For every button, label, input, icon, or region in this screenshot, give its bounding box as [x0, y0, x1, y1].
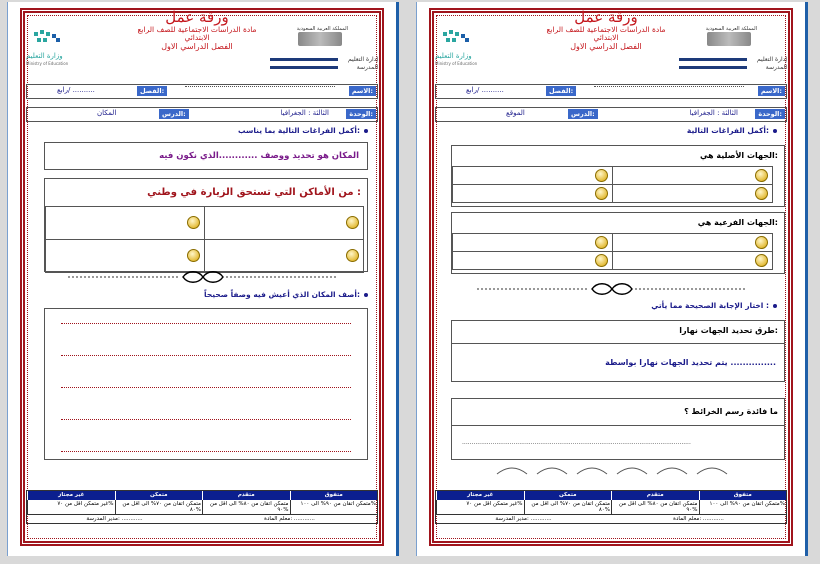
maps-answer-line[interactable]: ........................................................................................................................ [462, 439, 691, 446]
student-info-bar [26, 84, 378, 99]
writing-line[interactable] [61, 443, 351, 452]
rubric-criteria [27, 500, 377, 515]
school-label: المدرسة [356, 64, 378, 71]
kingdom-name: المملكة العربية السعودية [296, 26, 348, 32]
writing-line[interactable] [61, 411, 351, 420]
methods-sentence[interactable]: يتم تحديد الجهات نهارا بواسطة ............... [605, 358, 776, 367]
lesson-info-bar [26, 107, 378, 122]
describe-box[interactable] [44, 308, 368, 460]
ministry-name-en: Ministry of Education [26, 61, 69, 66]
semester-line: الفصل الدراسي الاول [161, 41, 233, 51]
option-circle-icon[interactable] [595, 169, 608, 182]
title-block [525, 10, 687, 51]
ornament-divider-icon [477, 282, 747, 296]
question-1: أكمل الفراغات التالية بما يناسب: [238, 126, 368, 135]
lesson-value: المكان [97, 109, 117, 117]
lesson-label: الدرس: [568, 109, 598, 119]
edu-admin-label: إدارة التعليم [348, 56, 378, 63]
places-question: من الأماكن التي تستحق الزيارة في وطني : [147, 187, 361, 198]
bottom-ornament-icon [477, 464, 747, 478]
signatures [436, 515, 786, 523]
fill-blank-box[interactable] [44, 142, 368, 170]
level-label: متفوق [290, 491, 378, 500]
methods-box [451, 320, 785, 382]
bullet-icon [773, 129, 777, 133]
maps-box [451, 398, 785, 460]
ministry-name-en: Ministry of Education [435, 61, 478, 66]
worksheet-title: ورقة عمل [574, 8, 638, 26]
name-input[interactable] [594, 86, 744, 87]
worksheet-header [26, 10, 378, 78]
option-circle-icon[interactable] [595, 187, 608, 200]
school-field[interactable] [270, 66, 338, 69]
option-circle-icon[interactable] [755, 187, 768, 200]
option-circle-icon[interactable] [595, 236, 608, 249]
answer-cell[interactable] [453, 234, 613, 252]
signatures [27, 515, 377, 523]
main-directions-grid [452, 166, 773, 203]
worksheet-title: ورقة عمل [165, 8, 229, 26]
answer-cell[interactable] [613, 234, 773, 252]
title-block [116, 10, 278, 51]
stage-line: الابتدائي [593, 32, 619, 42]
worksheet-header [435, 10, 787, 78]
ornament-divider-icon [68, 270, 338, 284]
kingdom-seal-icon [707, 32, 751, 46]
option-circle-icon[interactable] [187, 216, 200, 229]
principal-signature: مدير المدرسة: ............ [495, 516, 552, 522]
places-answer-grid [45, 206, 364, 273]
student-info-bar [435, 84, 787, 99]
option-circle-icon[interactable] [755, 169, 768, 182]
level-label: غير مجتاز [436, 491, 524, 500]
worksheet-page-right [416, 2, 808, 556]
subject-line: مادة الدراسات الاجتماعية للصف الرابع [546, 24, 666, 34]
kingdom-block [677, 26, 787, 76]
teacher-signature: معلم المادة: ............ [673, 516, 724, 522]
bullet-icon [364, 293, 368, 297]
unit-label: الوحدة: [346, 109, 376, 119]
criterion[interactable]: متمكن اتقان من ٩٠% الى ١٠٠% [290, 500, 378, 514]
answer-cell[interactable] [613, 252, 773, 270]
worksheet-page-left [7, 2, 399, 556]
rubric-table [26, 490, 378, 524]
option-circle-icon[interactable] [346, 249, 359, 262]
edu-admin-label: إدارة التعليم [757, 56, 787, 63]
answer-cell[interactable] [205, 240, 364, 273]
maps-question: ما فائدة رسم الخرائط ؟ [684, 407, 778, 416]
lesson-info-bar [435, 107, 787, 122]
answer-cell[interactable] [46, 207, 205, 240]
option-circle-icon[interactable] [187, 249, 200, 262]
grade-text: رابع/ .......... [466, 86, 504, 94]
stage-line: الابتدائي [184, 32, 210, 42]
ministry-name: وزارة التعليم [26, 52, 63, 60]
answer-cell[interactable] [453, 185, 613, 203]
rubric-header [27, 491, 377, 500]
semester-line: الفصل الدراسي الاول [570, 41, 642, 51]
criterion[interactable]: متمكن اتقان من ٧٠% الى اقل من ٨٠% [524, 500, 612, 514]
level-label: متقدم [611, 491, 699, 500]
principal-signature: مدير المدرسة: ............ [86, 516, 143, 522]
lesson-label: الدرس: [159, 109, 189, 119]
name-input[interactable] [185, 86, 335, 87]
level-label: متقدم [202, 491, 290, 500]
answer-cell[interactable] [205, 207, 364, 240]
question-2: اختار الإجابة الصحيحة مما يأتي : [651, 301, 777, 310]
name-label: الاسم: [349, 86, 376, 96]
writing-line[interactable] [61, 379, 351, 388]
level-label: متفوق [699, 491, 787, 500]
criterion[interactable]: متمكن اتقان من ٨٠% الى اقل من ٩٠% [611, 500, 699, 514]
unit-value: الثالثة : الجغرافيا [689, 109, 738, 117]
criterion[interactable]: متمكن اتقان من ٨٠% الى اقل من ٩٠% [202, 500, 290, 514]
sub-directions-label: الجهات الفرعية هي: [697, 218, 778, 227]
methods-question: طرق تحديد الجهات نهارا: [679, 326, 778, 335]
class-label: الفصل: [546, 86, 576, 96]
fill-blank-sentence: المكان هو تحديد ووصف ............الذي نكون فيه [159, 151, 359, 161]
teacher-signature: معلم المادة: ............ [264, 516, 315, 522]
school-label: المدرسة [765, 64, 787, 71]
writing-line[interactable] [61, 315, 351, 324]
edu-admin-field[interactable] [679, 58, 747, 61]
answer-cell[interactable] [46, 240, 205, 273]
kingdom-block [268, 26, 378, 76]
school-field[interactable] [679, 66, 747, 69]
edu-admin-field[interactable] [270, 58, 338, 61]
kingdom-name: المملكة العربية السعودية [705, 26, 757, 32]
criterion[interactable]: متمكن اتقان من ٩٠% الى ١٠٠% [699, 500, 787, 514]
bullet-icon [773, 304, 777, 308]
writing-line[interactable] [61, 347, 351, 356]
criterion[interactable]: متمكن اتقان من ٧٠% الى اقل من ٨٠% [115, 500, 203, 514]
answer-cell[interactable] [613, 167, 773, 185]
answer-cell[interactable] [453, 252, 613, 270]
bullet-icon [364, 129, 368, 133]
criterion[interactable]: غير متمكن اقل من ٧٠% [27, 500, 115, 514]
option-circle-icon[interactable] [346, 216, 359, 229]
grade-text: رابع/ .......... [57, 86, 95, 94]
rubric-header [436, 491, 786, 500]
class-label: الفصل: [137, 86, 167, 96]
name-label: الاسم: [758, 86, 785, 96]
answer-cell[interactable] [453, 167, 613, 185]
answer-cell[interactable] [613, 185, 773, 203]
criterion[interactable]: غير متمكن اقل من ٧٠% [436, 500, 524, 514]
option-circle-icon[interactable] [755, 236, 768, 249]
option-circle-icon[interactable] [755, 254, 768, 267]
kingdom-seal-icon [298, 32, 342, 46]
lesson-value: الموقع [506, 109, 525, 117]
question-3: أصف المكان الذي أعيش فيه وصفاً صحيحاً: [204, 290, 368, 299]
level-label: متمكن [115, 491, 203, 500]
rubric-table [435, 490, 787, 524]
level-label: متمكن [524, 491, 612, 500]
unit-label: الوحدة: [755, 109, 785, 119]
main-directions-label: الجهات الأصلية هي: [699, 151, 778, 160]
sub-directions-grid [452, 233, 773, 270]
unit-value: الثالثة : الجغرافيا [280, 109, 329, 117]
question-1: أكمل الفراغات التالية: [687, 126, 777, 135]
option-circle-icon[interactable] [595, 254, 608, 267]
rubric-criteria [436, 500, 786, 515]
ministry-name: وزارة التعليم [435, 52, 472, 60]
subject-line: مادة الدراسات الاجتماعية للصف الرابع [137, 24, 257, 34]
level-label: غير مجتاز [27, 491, 115, 500]
